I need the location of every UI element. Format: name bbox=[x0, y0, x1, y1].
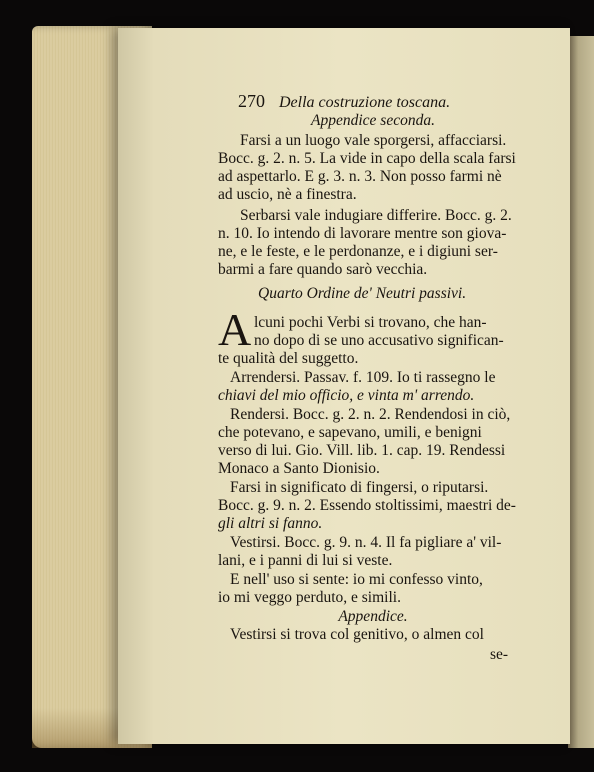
section-heading-quarto-ordine: Quarto Ordine de' Neutri passivi. bbox=[258, 285, 467, 302]
section-heading-appendice: Appendice. bbox=[338, 608, 408, 625]
facing-page-edge bbox=[568, 36, 594, 748]
section-heading-appendice-seconda: Appendice seconda. bbox=[311, 112, 435, 129]
text-line: Arrendersi. Passav. f. 109. Io ti rassegno le bbox=[230, 369, 496, 386]
text-line: ad uscio, nè a finestra. bbox=[218, 186, 357, 203]
page-number: 270 bbox=[238, 91, 265, 111]
running-title: Della costruzione toscana. bbox=[279, 94, 451, 111]
text-line: barmi a fare quando sarò vecchia. bbox=[218, 261, 428, 278]
text-line: chiavi del mio officio, e vinta m' arrendo. bbox=[218, 387, 475, 404]
text-line: gli altri si fanno. bbox=[218, 515, 323, 532]
text-line: Serbarsi vale indugiare differire. Bocc. g. 2. bbox=[240, 207, 512, 224]
text-line: Bocc. g. 9. n. 2. Essendo stoltissimi, maestri de- bbox=[218, 497, 516, 514]
text-line: lcuni pochi Verbi si trovano, che han- bbox=[254, 314, 487, 331]
text-line: verso di lui. Gio. Vill. lib. 1. cap. 19. Rendessi bbox=[218, 442, 506, 459]
catchword: se- bbox=[490, 646, 509, 663]
text-line: che potevano, e sapevano, umili, e benigni bbox=[218, 424, 482, 441]
text-line: Vestirsi si trova col genitivo, o almen col bbox=[230, 626, 484, 643]
text-line: Bocc. g. 2. n. 5. La vide in capo della scala farsi bbox=[218, 150, 516, 167]
text-line: Rendersi. Bocc. g. 2. n. 2. Rendendosi in ciò, bbox=[230, 406, 511, 423]
text-line: te qualità del suggetto. bbox=[218, 350, 359, 367]
text-line: ad aspettarlo. E g. 3. n. 3. Non posso farmi nè bbox=[218, 168, 502, 185]
text-line: Farsi in significato di fingersi, o riputarsi. bbox=[230, 479, 489, 496]
text-line: E nell' uso si sente: io mi confesso vinto, bbox=[230, 571, 483, 588]
text-line: io mi veggo perduto, e simili. bbox=[218, 589, 401, 606]
text-line: n. 10. Io intendo di lavorare mentre son giova- bbox=[218, 225, 507, 242]
text-line: no dopo di se uno accusativo significan- bbox=[254, 332, 504, 349]
running-header bbox=[238, 92, 450, 112]
text-line: lani, e i panni di lui si veste. bbox=[218, 552, 393, 569]
drop-capital: A bbox=[218, 304, 252, 355]
text-line: Vestirsi. Bocc. g. 9. n. 4. Il fa pigliare a' vil- bbox=[230, 534, 502, 551]
text-line: Monaco a Santo Dionisio. bbox=[218, 460, 380, 477]
text-line: Farsi a un luogo vale sporgersi, affacciarsi. bbox=[240, 132, 507, 149]
text-line: ne, e le feste, e le perdonanze, e i digiuni ser- bbox=[218, 243, 498, 260]
